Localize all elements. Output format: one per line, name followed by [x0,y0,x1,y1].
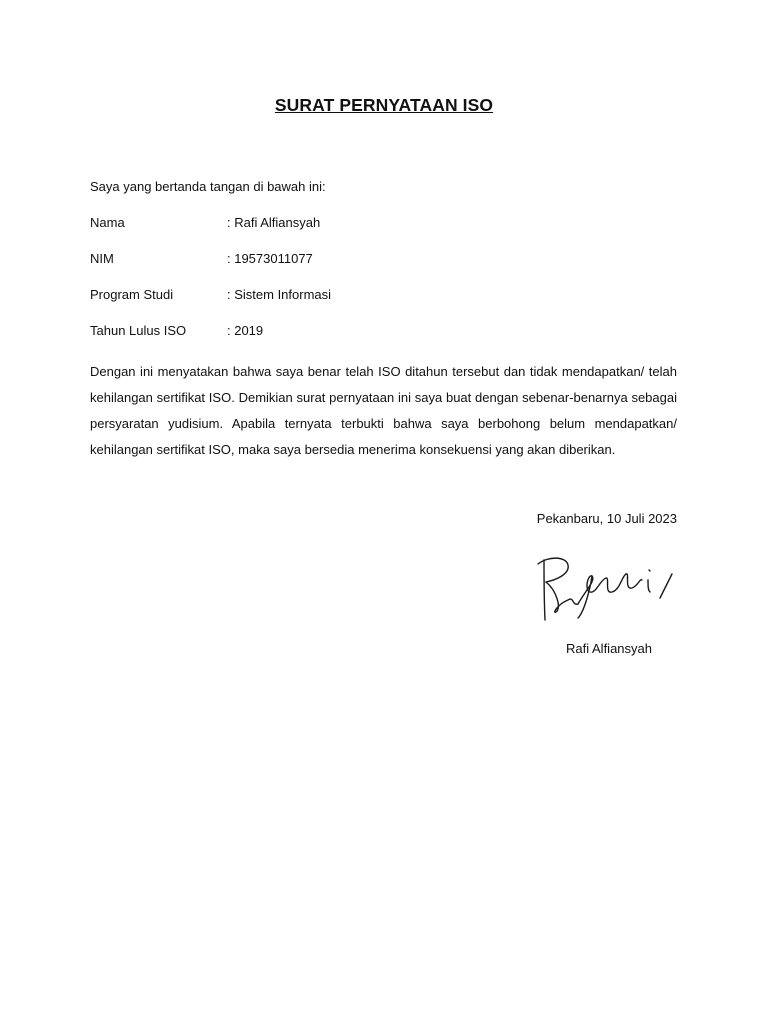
field-label: NIM [90,251,114,266]
field-value: : 19573011077 [227,251,313,266]
signature-icon [532,550,678,626]
field-row-tahun-lulus [90,323,590,341]
place-date: Pekanbaru, 10 Juli 2023 [536,511,677,526]
field-row-nama [90,215,590,233]
field-row-program-studi [90,287,590,305]
signer-name: Rafi Alfiansyah [566,641,652,656]
field-label: Program Studi [90,287,174,302]
field-label: Tahun Lulus ISO [90,323,187,338]
field-row-nim [90,251,590,269]
document-title: SURAT PERNYATAAN ISO [274,95,494,115]
field-value: : Rafi Alfiansyah [227,215,321,230]
statement-paragraph: Dengan ini menyatakan bahwa saya benar telah ISO ditahun tersebut dan tidak mendapatkan/ telah kehilangan sertifikat ISO. Demikian surat pernyataan ini saya buat dengan sebenar-benarnya sebagai persyaratan yudisium. Apabila ternyata terbukti bahwa saya berbohong belum mendapatkan/ kehilangan sertifikat ISO, maka saya bersedia menerima konsekuensi yang akan diberikan. [90,364,677,457]
field-label: Nama [90,215,125,230]
field-value: : 2019 [227,323,264,338]
intro-text: Saya yang bertanda tangan di bawah ini: [90,179,326,194]
field-value: : Sistem Informasi [227,287,332,302]
